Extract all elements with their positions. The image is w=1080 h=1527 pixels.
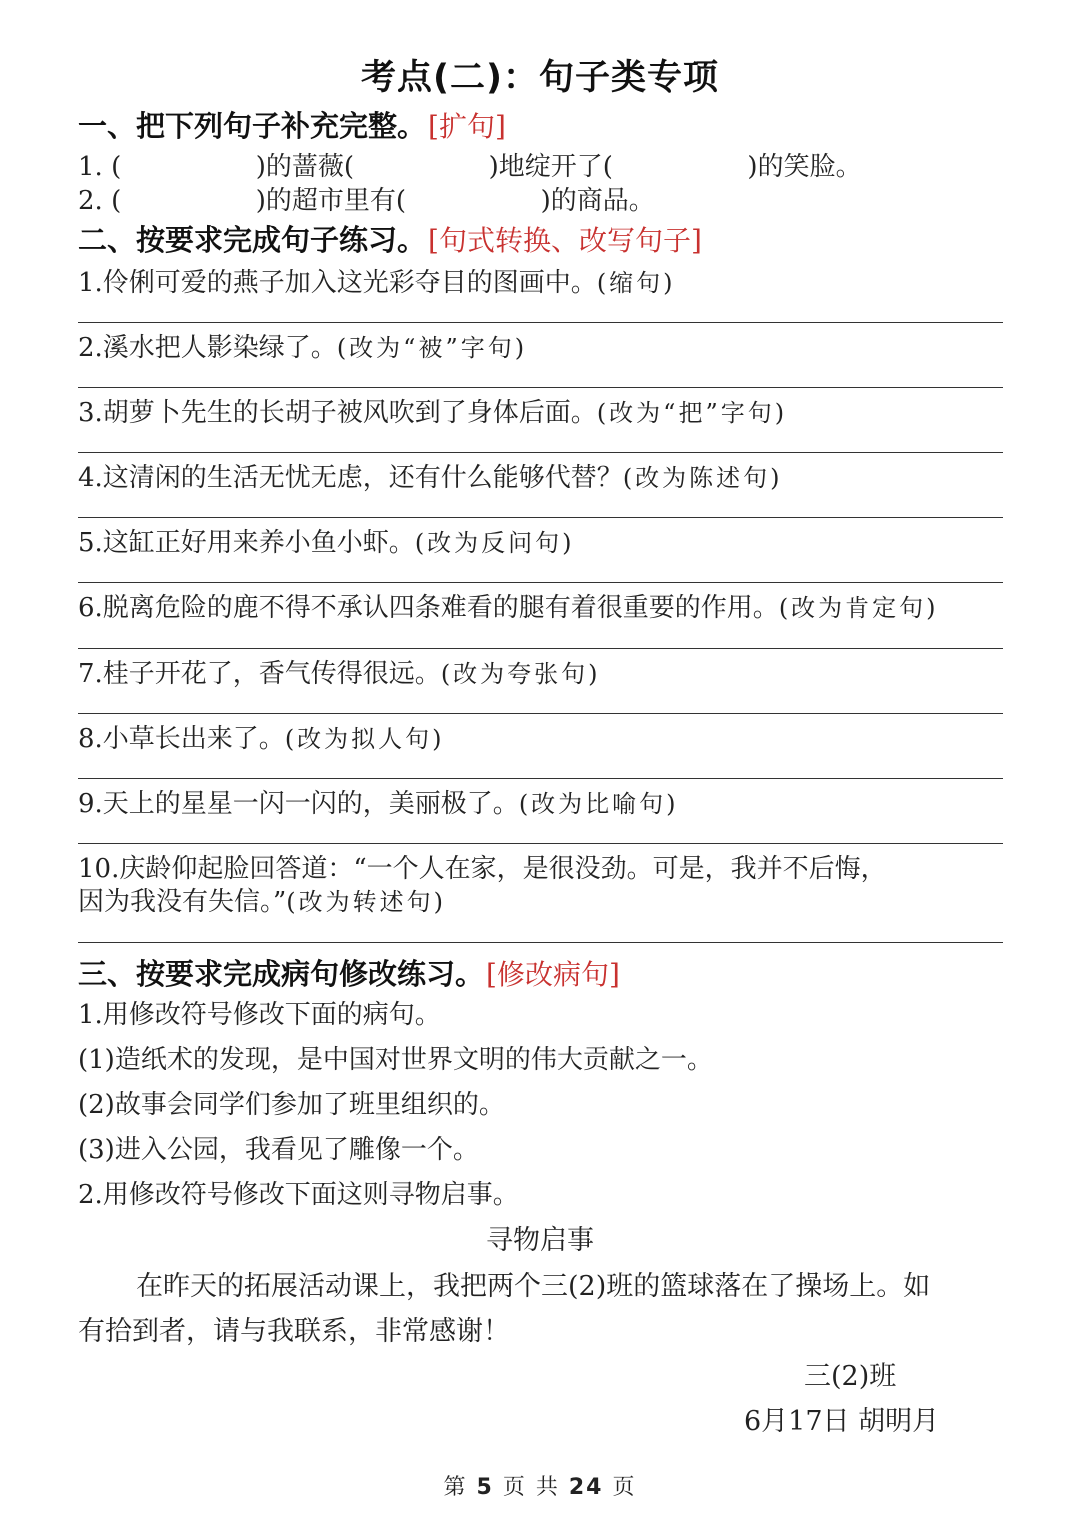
exercise-item — [78, 327, 527, 364]
footer-page-number: 5 — [476, 1475, 494, 1500]
exercise-text: 2.溪水把人影染绿了。 — [78, 333, 337, 363]
exercise-item — [78, 522, 575, 559]
exercise-item — [78, 718, 445, 755]
exercise-text: 4.这清闲的生活无忧无虑，还有什么能够代替？ — [78, 463, 623, 493]
section-3-tag: [修改病句] — [486, 958, 620, 991]
section-3-question-1: 1.用修改符号修改下面的病句。 — [78, 1000, 441, 1030]
footer-total-pages: 24 — [568, 1475, 604, 1500]
q1-part-d: )的笑脸。 — [747, 152, 862, 182]
exercise-instruction: (改为反问句) — [414, 529, 575, 557]
section-1-question-1 — [78, 146, 862, 183]
exercise-instruction: (改为“被”字句) — [336, 334, 528, 362]
exercise-instruction: (改为“把”字句) — [596, 399, 788, 427]
faulty-sentence-3: (3)进入公园，我看见了雕像一个。 — [78, 1135, 479, 1165]
exercise-instruction: (改为肯定句) — [778, 594, 939, 622]
exercise-instruction: (改为夸张句) — [440, 660, 601, 688]
exercise-text: 9.天上的星星一闪一闪的，美丽极了。 — [78, 789, 519, 819]
answer-line[interactable] — [78, 452, 1003, 453]
q2-part-c: )的商品。 — [540, 186, 655, 216]
section-3-question-2: 2.用修改符号修改下面这则寻物启事。 — [78, 1180, 519, 1210]
answer-line[interactable] — [78, 843, 1003, 844]
q1-number: 1. — [78, 152, 103, 182]
exercise-item-10-line-1: 10.庆龄仰起脸回答道：“一个人在家，是很没劲。可是，我并不后悔， — [78, 854, 887, 884]
exercise-instruction: (改为拟人句) — [284, 725, 445, 753]
footer-prefix: 第 — [443, 1475, 468, 1500]
footer-middle: 页 共 — [502, 1475, 560, 1500]
section-2-heading-text: 二、按要求完成句子练习。 — [78, 223, 427, 257]
answer-line[interactable] — [78, 713, 1003, 714]
faulty-sentence-1: (1)造纸术的发现，是中国对世界文明的伟大贡献之一。 — [78, 1045, 713, 1075]
exercise-text: 6.脱离危险的鹿不得不承认四条难看的腿有着很重要的作用。 — [78, 593, 779, 623]
exercise-text: 3.胡萝卜先生的长胡子被风吹到了身体后面。 — [78, 398, 597, 428]
notice-signer: 三(2)班 — [804, 1361, 897, 1392]
exercise-text: 5.这缸正好用来养小鱼小虾。 — [78, 528, 415, 558]
page-footer — [0, 1470, 1080, 1501]
section-3-heading — [78, 952, 620, 993]
q2-part-b: )的超市里有( — [255, 186, 407, 216]
exercise-text: 7.桂子开花了，香气传得很远。 — [78, 659, 441, 689]
exercise-instruction: (改为陈述句) — [622, 464, 783, 492]
exercise-item — [78, 587, 939, 624]
q2-number: 2. — [78, 186, 103, 216]
exercise-text: 8.小草长出来了。 — [78, 724, 285, 754]
answer-line[interactable] — [78, 648, 1003, 649]
answer-line[interactable] — [78, 582, 1003, 583]
notice-title: 寻物启事 — [486, 1225, 594, 1256]
answer-line[interactable] — [78, 778, 1003, 779]
exercise-item — [78, 653, 601, 690]
notice-body-line-1: 在昨天的拓展活动课上，我把两个三(2)班的篮球落在了操场上。如 — [136, 1271, 931, 1302]
exercise-text: 1.伶俐可爱的燕子加入这光彩夺目的图画中。 — [78, 268, 597, 298]
answer-line[interactable] — [78, 517, 1003, 518]
faulty-sentence-2: (2)故事会同学们参加了班里组织的。 — [78, 1090, 505, 1120]
answer-line[interactable] — [78, 387, 1003, 388]
notice-date-signature: 6月17日 胡明月 — [744, 1406, 940, 1437]
exercise-item-10-line-2 — [78, 881, 446, 918]
exercise-instruction: (改为转述句) — [286, 888, 447, 916]
exercise-item — [78, 457, 783, 494]
section-1-heading — [78, 104, 506, 145]
exercise-item — [78, 262, 676, 299]
footer-suffix: 页 — [612, 1475, 637, 1500]
section-2-tag: [句式转换、改写句子] — [428, 224, 702, 257]
exercise-item — [78, 783, 679, 820]
section-1-tag: [扩句] — [428, 110, 506, 143]
section-1-question-2 — [78, 180, 655, 217]
answer-line[interactable] — [78, 322, 1003, 323]
answer-line[interactable] — [78, 942, 1003, 943]
exercise-instruction: (改为比喻句) — [518, 790, 679, 818]
q1-part-c: )地绽开了( — [488, 152, 613, 182]
exercise-text: 因为我没有失信。” — [78, 887, 287, 917]
section-3-heading-text: 三、按要求完成病句修改练习。 — [78, 957, 485, 991]
page-title: 考点(二)：句子类专项 — [361, 58, 719, 98]
exercise-instruction: (缩句) — [596, 269, 676, 297]
q1-part-a: ( — [111, 152, 122, 182]
q1-part-b: )的蔷薇( — [255, 152, 355, 182]
exercise-item — [78, 392, 787, 429]
notice-body-line-2: 有拾到者，请与我联系，非常感谢！ — [78, 1316, 510, 1347]
section-2-heading — [78, 218, 702, 259]
section-1-heading-text: 一、把下列句子补充完整。 — [78, 109, 427, 143]
q2-part-a: ( — [111, 186, 122, 216]
